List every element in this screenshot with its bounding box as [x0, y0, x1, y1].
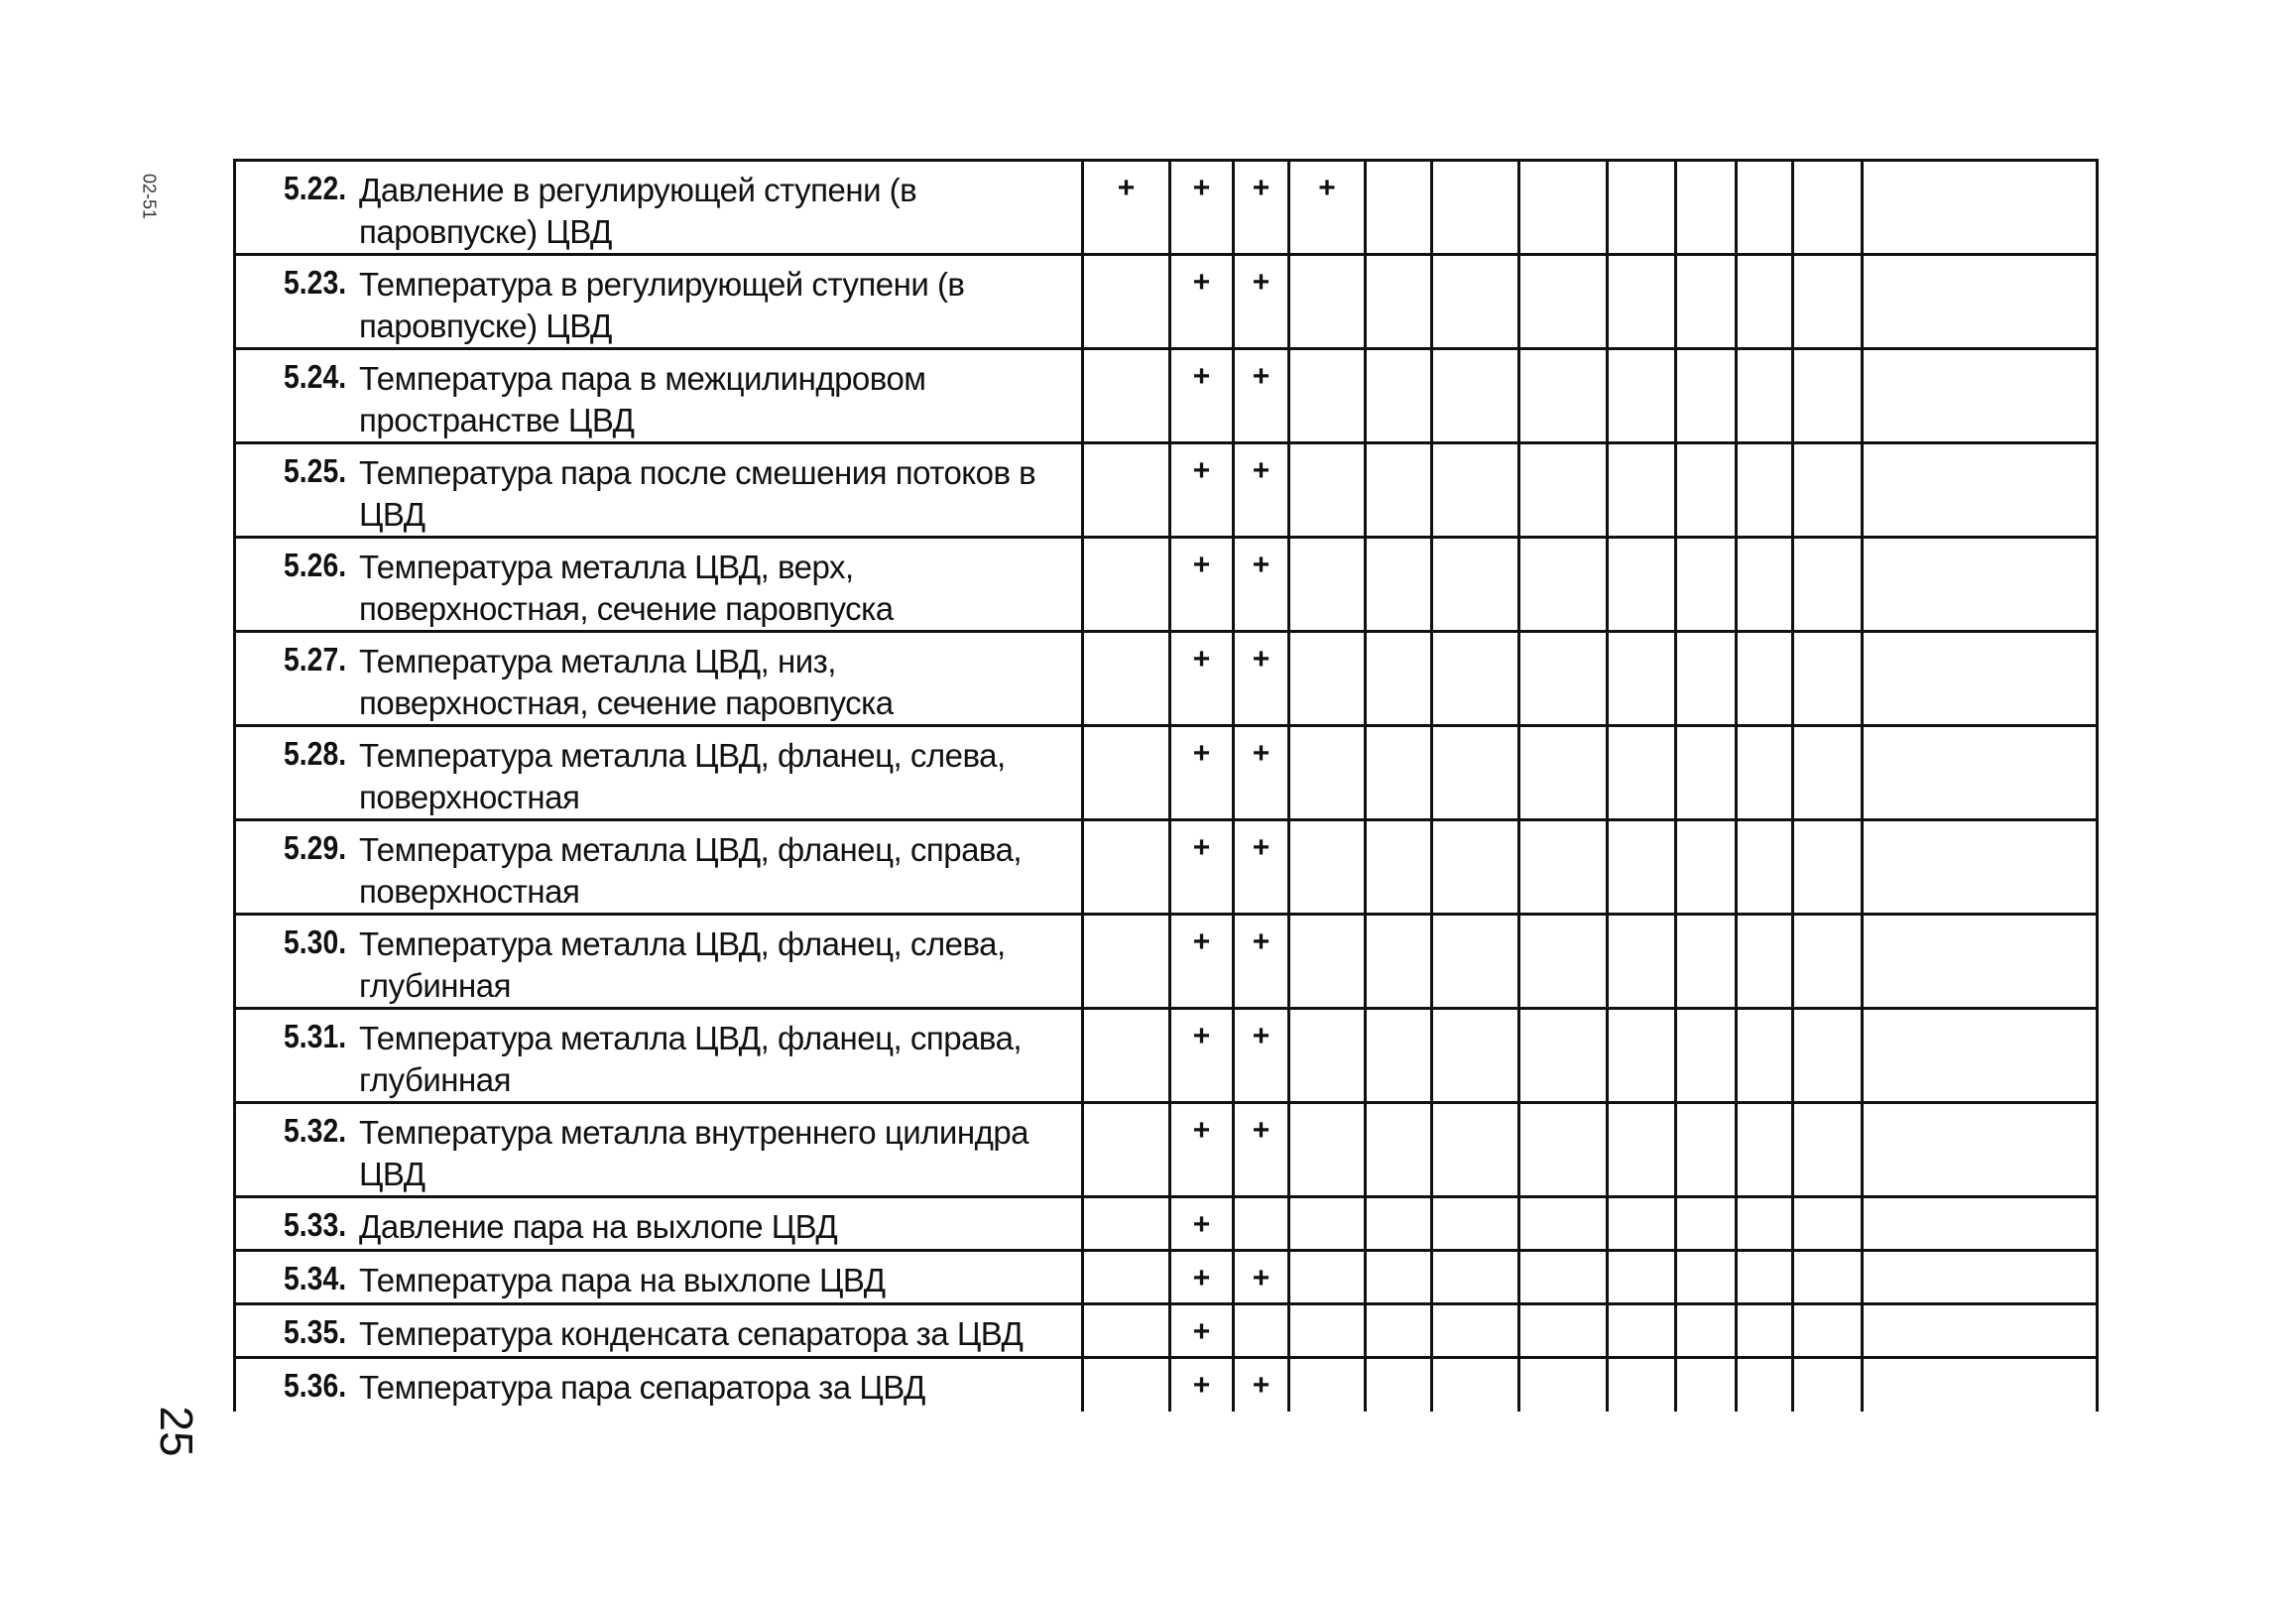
parameter-description-cell — [235, 349, 1083, 443]
item-number: 5.24. — [284, 358, 347, 395]
mark-cell: + — [1170, 1251, 1234, 1304]
mark-cell — [1793, 349, 1863, 443]
item-number: 5.33. — [284, 1206, 347, 1243]
mark-cell: + — [1170, 538, 1234, 632]
parameter-item — [284, 452, 1071, 536]
mark-cell — [1366, 443, 1432, 538]
mark-cell — [1432, 349, 1519, 443]
mark-cell — [1863, 1103, 2098, 1197]
mark-cell — [1432, 161, 1519, 255]
mark-cell: + — [1234, 161, 1289, 255]
mark-cell — [1519, 349, 1608, 443]
mark-cell — [1863, 349, 2098, 443]
mark-cell — [1793, 726, 1863, 820]
mark-cell: + — [1083, 161, 1170, 255]
parameter-item — [284, 735, 1071, 818]
mark-cell — [1737, 349, 1793, 443]
item-text: Температура металла ЦВД, фланец, слева, поверхностная — [359, 737, 1006, 815]
mark-cell — [1737, 1009, 1793, 1103]
mark-cell — [1289, 820, 1366, 915]
mark-cell: + — [1234, 1251, 1289, 1304]
mark-cell — [1793, 1103, 1863, 1197]
mark-cell — [1863, 1304, 2098, 1358]
mark-cell: + — [1170, 349, 1234, 443]
mark-cell — [1366, 1103, 1432, 1197]
mark-cell — [1366, 1358, 1432, 1412]
mark-cell: + — [1234, 538, 1289, 632]
item-number: 5.22. — [284, 170, 347, 206]
mark-cell — [1083, 820, 1170, 915]
mark-cell — [1083, 1358, 1170, 1412]
mark-cell — [1289, 443, 1366, 538]
mark-cell — [1608, 1251, 1676, 1304]
parameter-item — [284, 1112, 1071, 1195]
mark-cell — [1083, 1009, 1170, 1103]
mark-cell — [1676, 1103, 1737, 1197]
mark-cell — [1608, 1304, 1676, 1358]
mark-cell — [1608, 915, 1676, 1009]
mark-cell — [1366, 632, 1432, 726]
mark-cell — [1366, 538, 1432, 632]
table-row — [235, 632, 2098, 726]
mark-cell — [1289, 349, 1366, 443]
mark-cell — [1608, 1009, 1676, 1103]
mark-cell — [1737, 1358, 1793, 1412]
mark-cell — [1083, 1197, 1170, 1251]
item-text: Давление в регулирующей ступени (в паровпуске) ЦВД — [359, 172, 917, 250]
mark-cell: + — [1170, 161, 1234, 255]
mark-cell — [1519, 1103, 1608, 1197]
mark-cell — [1608, 255, 1676, 349]
page-number: 25 — [151, 1406, 202, 1457]
mark-cell — [1289, 1304, 1366, 1358]
mark-cell — [1793, 820, 1863, 915]
parameter-description-cell — [235, 1009, 1083, 1103]
mark-cell: + — [1170, 1009, 1234, 1103]
mark-cell: + — [1170, 1358, 1234, 1412]
mark-cell — [1519, 726, 1608, 820]
table-row — [235, 1103, 2098, 1197]
mark-cell: + — [1234, 255, 1289, 349]
mark-cell — [1737, 820, 1793, 915]
mark-cell — [1608, 443, 1676, 538]
mark-cell — [1737, 255, 1793, 349]
mark-cell: + — [1234, 1103, 1289, 1197]
mark-cell — [1432, 915, 1519, 1009]
parameter-item — [284, 1260, 1071, 1301]
parameter-item — [284, 170, 1071, 253]
table-row — [235, 349, 2098, 443]
mark-cell — [1863, 443, 2098, 538]
table-row — [235, 915, 2098, 1009]
item-text: Температура металла ЦВД, фланец, справа, поверхностная — [359, 831, 1023, 910]
parameters-table — [233, 159, 2099, 1412]
mark-cell — [1083, 1251, 1170, 1304]
parameter-description-cell — [235, 538, 1083, 632]
mark-cell — [1289, 1009, 1366, 1103]
mark-cell — [1737, 443, 1793, 538]
item-number: 5.34. — [284, 1260, 347, 1296]
mark-cell — [1289, 255, 1366, 349]
mark-cell: + — [1234, 726, 1289, 820]
mark-cell — [1863, 255, 2098, 349]
mark-cell — [1432, 1103, 1519, 1197]
parameter-description-cell — [235, 820, 1083, 915]
mark-cell — [1676, 443, 1737, 538]
mark-cell — [1737, 1103, 1793, 1197]
mark-cell — [1432, 726, 1519, 820]
mark-cell — [1083, 915, 1170, 1009]
mark-cell — [1676, 1009, 1737, 1103]
table-row — [235, 255, 2098, 349]
item-text: Температура металла ЦВД, фланец, слева, глубинная — [359, 925, 1006, 1004]
mark-cell — [1737, 726, 1793, 820]
table-row — [235, 443, 2098, 538]
mark-cell — [1519, 1251, 1608, 1304]
item-number: 5.23. — [284, 264, 347, 301]
parameter-item — [284, 641, 1071, 724]
mark-cell — [1519, 538, 1608, 632]
mark-cell: + — [1170, 632, 1234, 726]
parameter-description-cell — [235, 1358, 1083, 1412]
table-row — [235, 726, 2098, 820]
mark-cell — [1737, 161, 1793, 255]
item-number: 5.25. — [284, 452, 347, 489]
parameter-description-cell — [235, 915, 1083, 1009]
mark-cell — [1289, 1358, 1366, 1412]
parameter-description-cell — [235, 1304, 1083, 1358]
parameter-description-cell — [235, 1197, 1083, 1251]
mark-cell — [1289, 1103, 1366, 1197]
mark-cell — [1793, 1251, 1863, 1304]
mark-cell — [1793, 1009, 1863, 1103]
parameter-item — [284, 264, 1071, 347]
mark-cell: + — [1170, 255, 1234, 349]
mark-cell — [1289, 1251, 1366, 1304]
mark-cell — [1432, 1009, 1519, 1103]
mark-cell: + — [1234, 632, 1289, 726]
mark-cell — [1289, 538, 1366, 632]
mark-cell — [1793, 915, 1863, 1009]
item-number: 5.32. — [284, 1112, 347, 1149]
mark-cell — [1863, 820, 2098, 915]
mark-cell — [1366, 1009, 1432, 1103]
mark-cell — [1793, 1304, 1863, 1358]
mark-cell — [1863, 1358, 2098, 1412]
table-row — [235, 820, 2098, 915]
item-number: 5.26. — [284, 547, 347, 583]
mark-cell: + — [1234, 1358, 1289, 1412]
item-number: 5.35. — [284, 1313, 347, 1350]
parameter-description-cell — [235, 632, 1083, 726]
mark-cell: + — [1170, 726, 1234, 820]
table-row — [235, 1304, 2098, 1358]
mark-cell: + — [1170, 1103, 1234, 1197]
item-text: Температура металла ЦВД, низ, поверхностная, сечение паровпуска — [359, 643, 894, 721]
mark-cell — [1083, 443, 1170, 538]
parameter-item — [284, 547, 1071, 630]
mark-cell — [1676, 1197, 1737, 1251]
mark-cell: + — [1234, 820, 1289, 915]
mark-cell: + — [1234, 349, 1289, 443]
mark-cell — [1366, 255, 1432, 349]
mark-cell: + — [1170, 1304, 1234, 1358]
mark-cell — [1608, 820, 1676, 915]
item-number: 5.27. — [284, 641, 347, 677]
mark-cell — [1737, 538, 1793, 632]
mark-cell — [1608, 538, 1676, 632]
parameter-item — [284, 358, 1071, 441]
mark-cell — [1432, 1304, 1519, 1358]
mark-cell — [1432, 255, 1519, 349]
mark-cell — [1676, 1251, 1737, 1304]
parameter-description-cell — [235, 255, 1083, 349]
parameter-description-cell — [235, 161, 1083, 255]
item-text: Температура металла ЦВД, верх, поверхностная, сечение паровпуска — [359, 549, 894, 627]
mark-cell — [1676, 726, 1737, 820]
item-number: 5.29. — [284, 829, 347, 866]
item-text: Температура пара в межцилиндровом пространстве ЦВД — [359, 360, 926, 438]
mark-cell — [1519, 820, 1608, 915]
parameter-item — [284, 1018, 1071, 1101]
mark-cell — [1432, 538, 1519, 632]
item-number: 5.31. — [284, 1018, 347, 1054]
mark-cell — [1676, 915, 1737, 1009]
mark-cell — [1519, 1197, 1608, 1251]
parameter-description-cell — [235, 443, 1083, 538]
item-number: 5.36. — [284, 1367, 347, 1404]
mark-cell — [1519, 1304, 1608, 1358]
mark-cell: + — [1289, 161, 1366, 255]
mark-cell: + — [1170, 820, 1234, 915]
mark-cell — [1608, 1197, 1676, 1251]
mark-cell — [1519, 1358, 1608, 1412]
parameter-description-cell — [235, 1251, 1083, 1304]
mark-cell: + — [1170, 1197, 1234, 1251]
item-text: Температура металла ЦВД, фланец, справа, глубинная — [359, 1020, 1023, 1098]
mark-cell — [1234, 1304, 1289, 1358]
mark-cell — [1608, 161, 1676, 255]
mark-cell — [1737, 915, 1793, 1009]
mark-cell — [1793, 1358, 1863, 1412]
item-text: Температура пара на выхлопе ЦВД — [359, 1262, 886, 1298]
table-row — [235, 1197, 2098, 1251]
mark-cell — [1432, 443, 1519, 538]
mark-cell — [1289, 915, 1366, 1009]
mark-cell — [1432, 1358, 1519, 1412]
mark-cell: + — [1170, 443, 1234, 538]
mark-cell — [1432, 632, 1519, 726]
mark-cell — [1793, 538, 1863, 632]
mark-cell — [1863, 1197, 2098, 1251]
mark-cell — [1519, 632, 1608, 726]
mark-cell — [1863, 1251, 2098, 1304]
mark-cell — [1608, 349, 1676, 443]
mark-cell — [1863, 161, 2098, 255]
mark-cell: + — [1234, 915, 1289, 1009]
item-text: Температура пара после смешения потоков в ЦВД — [359, 454, 1036, 533]
mark-cell — [1863, 915, 2098, 1009]
mark-cell — [1676, 349, 1737, 443]
mark-cell — [1366, 915, 1432, 1009]
mark-cell — [1289, 1197, 1366, 1251]
mark-cell — [1793, 1197, 1863, 1251]
item-text: Давление пара на выхлопе ЦВД — [359, 1208, 838, 1245]
mark-cell — [1863, 1009, 2098, 1103]
mark-cell — [1737, 1304, 1793, 1358]
mark-cell — [1432, 1197, 1519, 1251]
mark-cell — [1366, 1251, 1432, 1304]
mark-cell — [1737, 1251, 1793, 1304]
mark-cell — [1608, 726, 1676, 820]
item-number: 5.30. — [284, 924, 347, 960]
table-row — [235, 1251, 2098, 1304]
mark-cell — [1676, 820, 1737, 915]
item-text: Температура конденсата сепаратора за ЦВД — [359, 1315, 1024, 1352]
table-row — [235, 538, 2098, 632]
table-body — [235, 161, 2098, 1412]
mark-cell — [1676, 255, 1737, 349]
mark-cell — [1793, 632, 1863, 726]
item-text: Температура пара сепаратора за ЦВД — [359, 1369, 925, 1406]
mark-cell — [1519, 915, 1608, 1009]
mark-cell — [1519, 255, 1608, 349]
side-document-code: 02-51 — [139, 173, 160, 220]
item-number: 5.28. — [284, 735, 347, 772]
table-row — [235, 1009, 2098, 1103]
mark-cell — [1608, 1358, 1676, 1412]
mark-cell — [1366, 726, 1432, 820]
mark-cell: + — [1170, 915, 1234, 1009]
item-text: Температура металла внутреннего цилиндра ЦВД — [359, 1114, 1029, 1192]
mark-cell — [1366, 820, 1432, 915]
parameter-description-cell — [235, 726, 1083, 820]
mark-cell — [1676, 632, 1737, 726]
mark-cell — [1863, 538, 2098, 632]
mark-cell — [1863, 726, 2098, 820]
mark-cell — [1737, 632, 1793, 726]
mark-cell — [1519, 443, 1608, 538]
mark-cell: + — [1234, 1009, 1289, 1103]
table-row — [235, 161, 2098, 255]
parameters-table-wrapper — [233, 159, 2099, 1412]
mark-cell — [1083, 632, 1170, 726]
parameter-item — [284, 1206, 1071, 1248]
mark-cell — [1676, 1358, 1737, 1412]
mark-cell — [1676, 1304, 1737, 1358]
mark-cell — [1366, 349, 1432, 443]
mark-cell — [1366, 1197, 1432, 1251]
parameter-item — [284, 924, 1071, 1007]
mark-cell — [1083, 349, 1170, 443]
mark-cell — [1793, 443, 1863, 538]
mark-cell — [1366, 161, 1432, 255]
mark-cell — [1083, 538, 1170, 632]
mark-cell — [1737, 1197, 1793, 1251]
mark-cell — [1234, 1197, 1289, 1251]
mark-cell — [1676, 538, 1737, 632]
table-row — [235, 1358, 2098, 1412]
parameter-item — [284, 1313, 1071, 1355]
mark-cell — [1432, 820, 1519, 915]
mark-cell — [1083, 255, 1170, 349]
mark-cell — [1083, 1103, 1170, 1197]
mark-cell — [1083, 726, 1170, 820]
mark-cell — [1863, 632, 2098, 726]
mark-cell — [1432, 1251, 1519, 1304]
parameter-item — [284, 829, 1071, 913]
mark-cell — [1519, 1009, 1608, 1103]
mark-cell — [1366, 1304, 1432, 1358]
mark-cell: + — [1234, 443, 1289, 538]
parameter-item — [284, 1367, 1071, 1409]
mark-cell — [1676, 161, 1737, 255]
mark-cell — [1793, 255, 1863, 349]
mark-cell — [1289, 726, 1366, 820]
mark-cell — [1083, 1304, 1170, 1358]
mark-cell — [1519, 161, 1608, 255]
mark-cell — [1289, 632, 1366, 726]
mark-cell — [1608, 1103, 1676, 1197]
parameter-description-cell — [235, 1103, 1083, 1197]
mark-cell — [1793, 161, 1863, 255]
item-text: Температура в регулирующей ступени (в паровпуске) ЦВД — [359, 266, 965, 344]
mark-cell — [1608, 632, 1676, 726]
